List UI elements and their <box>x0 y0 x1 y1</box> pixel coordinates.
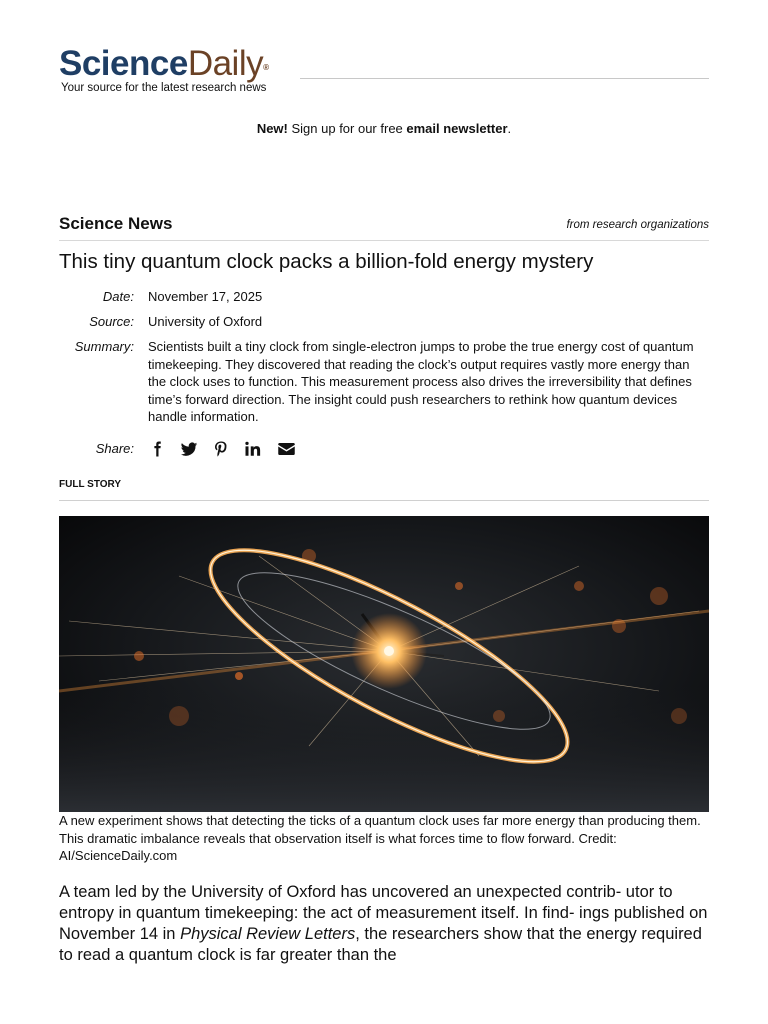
logo-daily: Daily <box>187 44 264 83</box>
header-divider <box>300 78 709 79</box>
full-story-label: FULL STORY <box>59 479 709 501</box>
body-part1: A team led by the University of Oxford has uncovered an unexpected contrib- utor to entropy in quantum timekeeping: the act of measurement itself. In find- ings published on November 14 in <box>59 883 708 943</box>
section-header <box>59 214 709 241</box>
newsletter-link[interactable]: email newsletter <box>406 121 508 136</box>
summary-value: Scientists built a tiny clock from single-electron jumps to probe the true energy cost of quantum timekeeping. They discovered that reading the clock’s output requires vastly more energy than the clock uses to function. This measurement process also drives the irreversibility that defines time’s forward direction. The insight could push researchers to rethink how quantum devices handle information. <box>148 339 694 424</box>
share-label: Share: <box>95 441 134 456</box>
email-icon[interactable] <box>276 440 308 458</box>
image-caption: A new experiment shows that detecting the ticks of a quantum clock uses far more energy than producing them. This dramatic imbalance reveals that observation itself is what forces time to flow forward. Credit: AI/ScienceDaily.com <box>59 813 701 863</box>
newsletter-new: New! <box>256 121 288 136</box>
source-label: Source: <box>89 314 134 329</box>
journal-name: Physical Review Letters <box>180 925 356 943</box>
section-title[interactable]: Science News <box>59 214 173 233</box>
date-label: Date: <box>102 289 134 304</box>
article-headline: This tiny quantum clock packs a billion-fold energy mystery <box>59 250 594 273</box>
source-value: University of Oxford <box>148 314 263 329</box>
pinterest-icon[interactable] <box>212 440 244 458</box>
logo-science: Science <box>59 44 188 83</box>
site-logo[interactable] <box>59 44 269 84</box>
logo-registered: ® <box>263 63 269 72</box>
body-part2: , the researchers show that the energy required to read a quantum clock is far greater than the <box>59 925 702 964</box>
linkedin-icon[interactable] <box>244 440 276 458</box>
newsletter-suffix: . <box>507 121 512 136</box>
hero-image <box>59 516 709 812</box>
facebook-icon[interactable] <box>148 440 180 458</box>
section-subtitle: from research organizations <box>566 219 709 231</box>
newsletter-banner <box>0 121 768 136</box>
newsletter-text: Sign up for our free <box>287 121 407 136</box>
twitter-icon[interactable] <box>180 440 212 458</box>
site-tagline: Your source for the latest research news <box>61 82 267 94</box>
summary-label: Summary: <box>74 339 134 354</box>
article-body <box>59 882 709 966</box>
date-value: November 17, 2025 <box>148 289 263 304</box>
